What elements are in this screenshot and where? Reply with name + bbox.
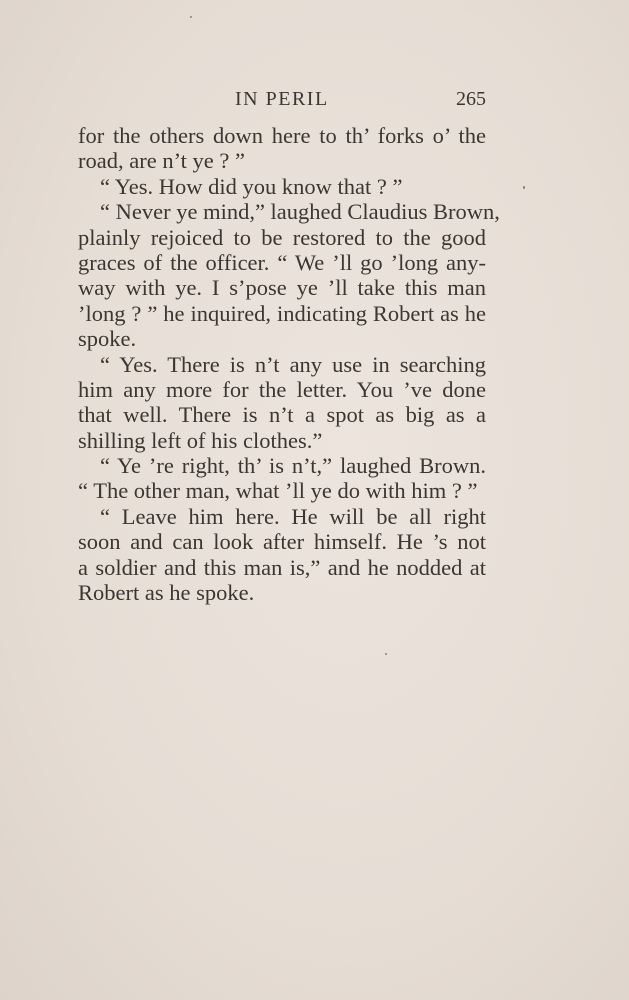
- text-line: a soldier and this man is,” and he nodded at: [78, 554, 486, 580]
- page-number: 265: [456, 88, 486, 110]
- text-line: “ Ye ’re right, th’ is n’t,” laughed Brown.: [100, 453, 486, 479]
- text-line: ’long ? ” he inquired, indicating Robert as he: [78, 300, 486, 326]
- text-line: spoke.: [78, 326, 137, 352]
- text-line: “ Leave him here. He will be all right: [100, 503, 486, 529]
- text-line: road, are n’t ye ? ”: [78, 148, 245, 174]
- page-header: [78, 88, 486, 118]
- text-line: “ Yes. How did you know that ? ”: [100, 173, 403, 199]
- text-line: way with ye. I s’pose ye ’ll take this man: [78, 275, 486, 301]
- text-line: “ Never ye mind,” laughed Claudius Brown,: [100, 199, 500, 225]
- paper-speck: [385, 653, 387, 655]
- text-line: for the others down here to th’ forks o’ the: [78, 123, 486, 148]
- text-line: shilling left of his clothes.”: [78, 427, 323, 453]
- text-line: him any more for the letter. You ’ve done: [78, 376, 486, 402]
- paper-speck: [190, 16, 192, 18]
- text-line: graces of the officer. “ We ’ll go ’long any-: [78, 249, 486, 275]
- text-line: that well. There is n’t a spot as big as a: [78, 402, 486, 428]
- running-head: IN PERIL: [235, 88, 329, 110]
- body-text: [78, 123, 500, 606]
- text-line: plainly rejoiced to be restored to the good: [78, 224, 486, 250]
- paper-speck: [523, 186, 525, 189]
- text-line: “ The other man, what ’ll ye do with him ? ”: [78, 478, 478, 504]
- text-line: Robert as he spoke.: [78, 580, 255, 606]
- text-line: soon and can look after himself. He ’s not: [78, 529, 486, 555]
- text-line: “ Yes. There is n’t any use in searching: [100, 351, 486, 377]
